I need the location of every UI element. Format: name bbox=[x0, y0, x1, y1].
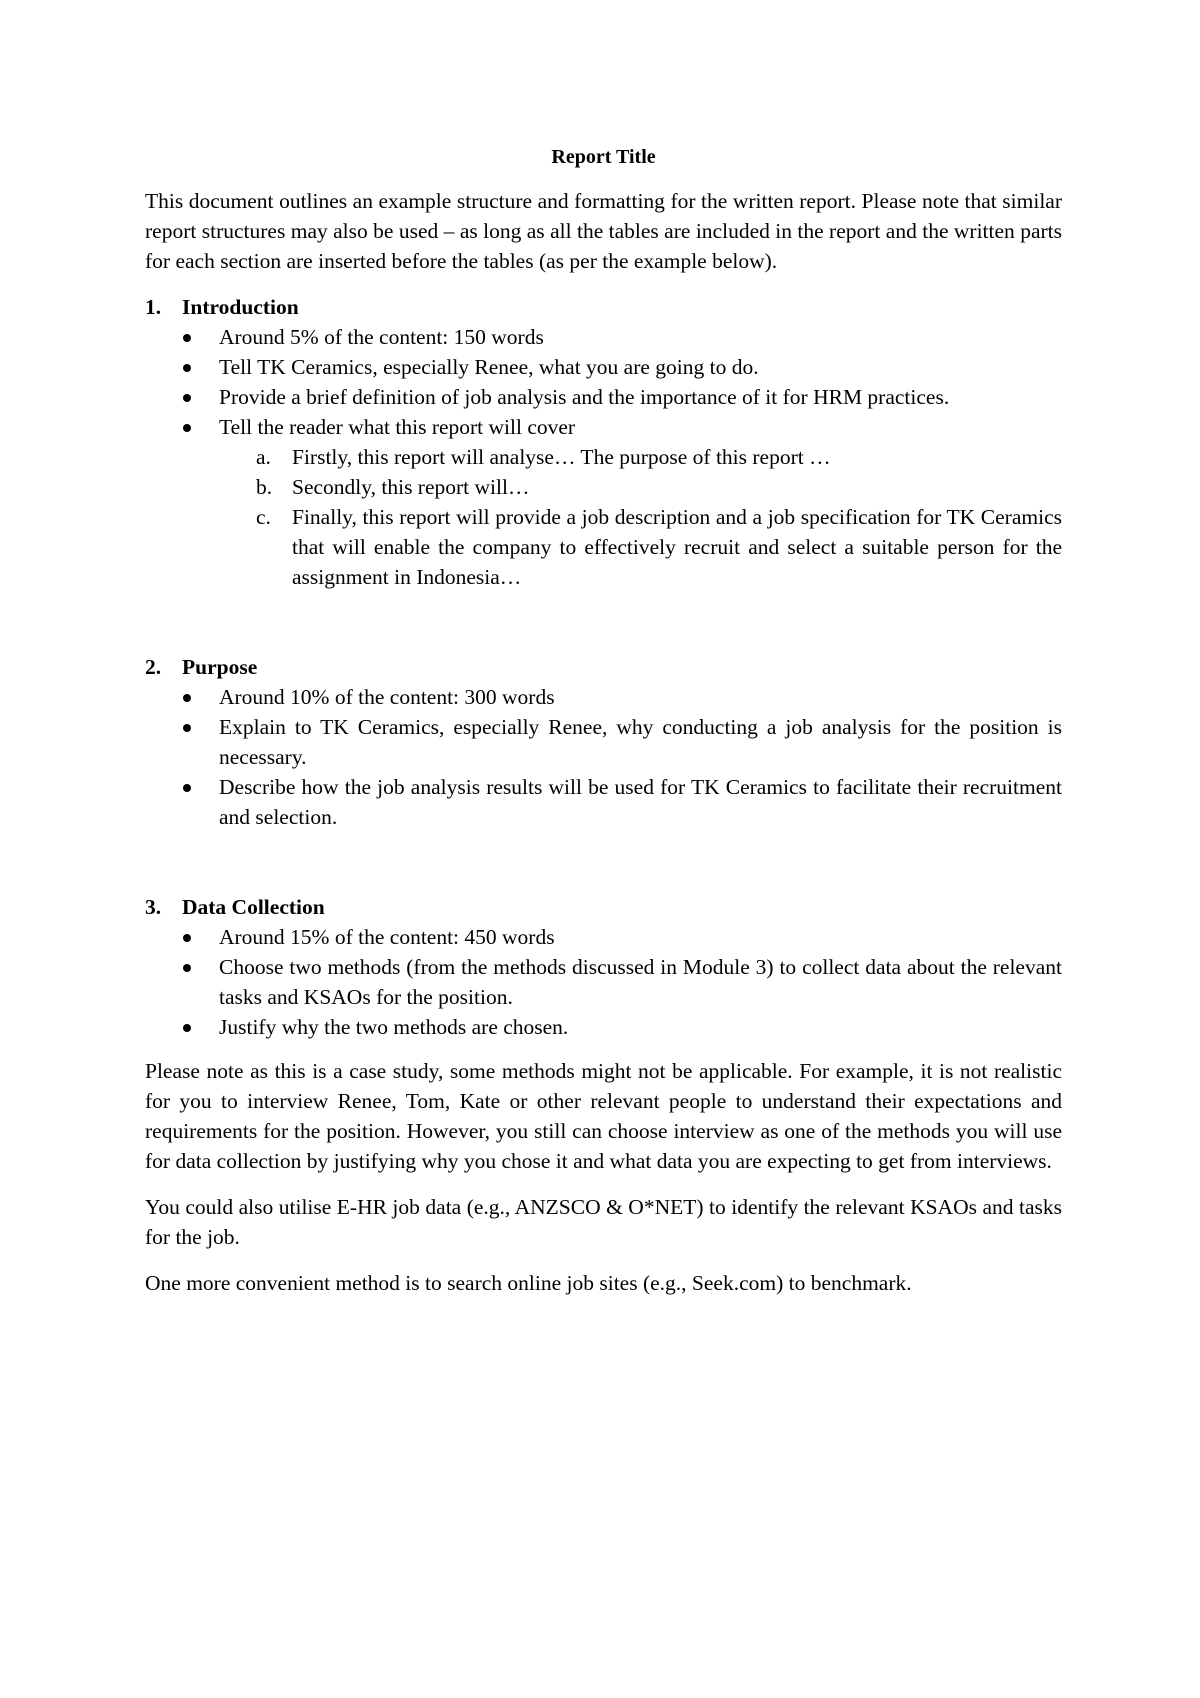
section-number: 2. bbox=[145, 655, 162, 679]
sub-list-item bbox=[256, 472, 1062, 502]
list-item: Around 5% of the content: 150 words bbox=[219, 322, 1062, 352]
bullet-list bbox=[145, 682, 1062, 832]
closing-paragraph: One more convenient method is to search online job sites (e.g., Seek.com) to benchmark. bbox=[145, 1271, 912, 1295]
document-page bbox=[145, 142, 1062, 1314]
section-purpose bbox=[145, 652, 1062, 832]
list-item: Tell TK Ceramics, especially Renee, what you are going to do. bbox=[219, 352, 1062, 382]
list-item: Around 15% of the content: 450 words bbox=[219, 922, 1062, 952]
sub-list-text: Secondly, this report will… bbox=[292, 475, 530, 499]
section-heading bbox=[145, 292, 1062, 322]
sub-list-marker: b. bbox=[256, 475, 273, 499]
list-item-text: Tell the reader what this report will cover bbox=[219, 415, 576, 439]
section-heading bbox=[145, 892, 1062, 922]
section-number: 3. bbox=[145, 895, 162, 919]
section-data-collection bbox=[145, 892, 1062, 1042]
section-number: 1. bbox=[145, 295, 162, 319]
sub-list-item bbox=[256, 502, 1062, 592]
intro-paragraph: This document outlines an example structure and formatting for the written report. Please note that similar report structures may also be used – as long as all the tables are included in the report and the written parts for each section are inserted before the tables (as per the example below). bbox=[145, 189, 1062, 273]
section-title: Introduction bbox=[182, 295, 299, 319]
list-item: Explain to TK Ceramics, especially Renee, why conducting a job analysis for the position is necessary. bbox=[219, 712, 1062, 772]
section-title: Data Collection bbox=[182, 895, 325, 919]
list-item: Provide a brief definition of job analysis and the importance of it for HRM practices. bbox=[219, 382, 1062, 412]
section-heading bbox=[145, 652, 1062, 682]
list-item: Choose two methods (from the methods discussed in Module 3) to collect data about the relevant tasks and KSAOs for the position. bbox=[219, 952, 1062, 1012]
list-item: Justify why the two methods are chosen. bbox=[219, 1012, 1062, 1042]
sub-list-item bbox=[256, 442, 1062, 472]
bullet-list bbox=[145, 922, 1062, 1042]
list-item bbox=[219, 412, 1062, 592]
closing-paragraph: Please note as this is a case study, some methods might not be applicable. For example, it is not realistic for you to interview Renee, Tom, Kate or other relevant people to understand their expectations and requirements for the position. However, you still can choose interview as one of the methods you will use for data collection by justifying why you chose it and what data you are expecting to get from interviews. bbox=[145, 1059, 1062, 1173]
bullet-list bbox=[145, 322, 1062, 592]
list-item: Around 10% of the content: 300 words bbox=[219, 682, 1062, 712]
list-item: Describe how the job analysis results will be used for TK Ceramics to facilitate their recruitment and selection. bbox=[219, 772, 1062, 832]
section-title: Purpose bbox=[182, 655, 258, 679]
report-title: Report Title bbox=[551, 146, 656, 168]
sub-list-marker: c. bbox=[256, 505, 271, 529]
sub-list-marker: a. bbox=[256, 445, 271, 469]
section-introduction bbox=[145, 292, 1062, 592]
sub-list-text: Finally, this report will provide a job description and a job specification for TK Ceramics that will enable the company to effectively recruit and select a suitable person for the assignment in Indonesia… bbox=[292, 505, 1062, 589]
sub-list-text: Firstly, this report will analyse… The purpose of this report … bbox=[292, 445, 831, 469]
closing-paragraph: You could also utilise E-HR job data (e.g., ANZSCO & O*NET) to identify the relevant KSAOs and tasks for the job. bbox=[145, 1195, 1062, 1249]
sub-list bbox=[219, 442, 1062, 592]
